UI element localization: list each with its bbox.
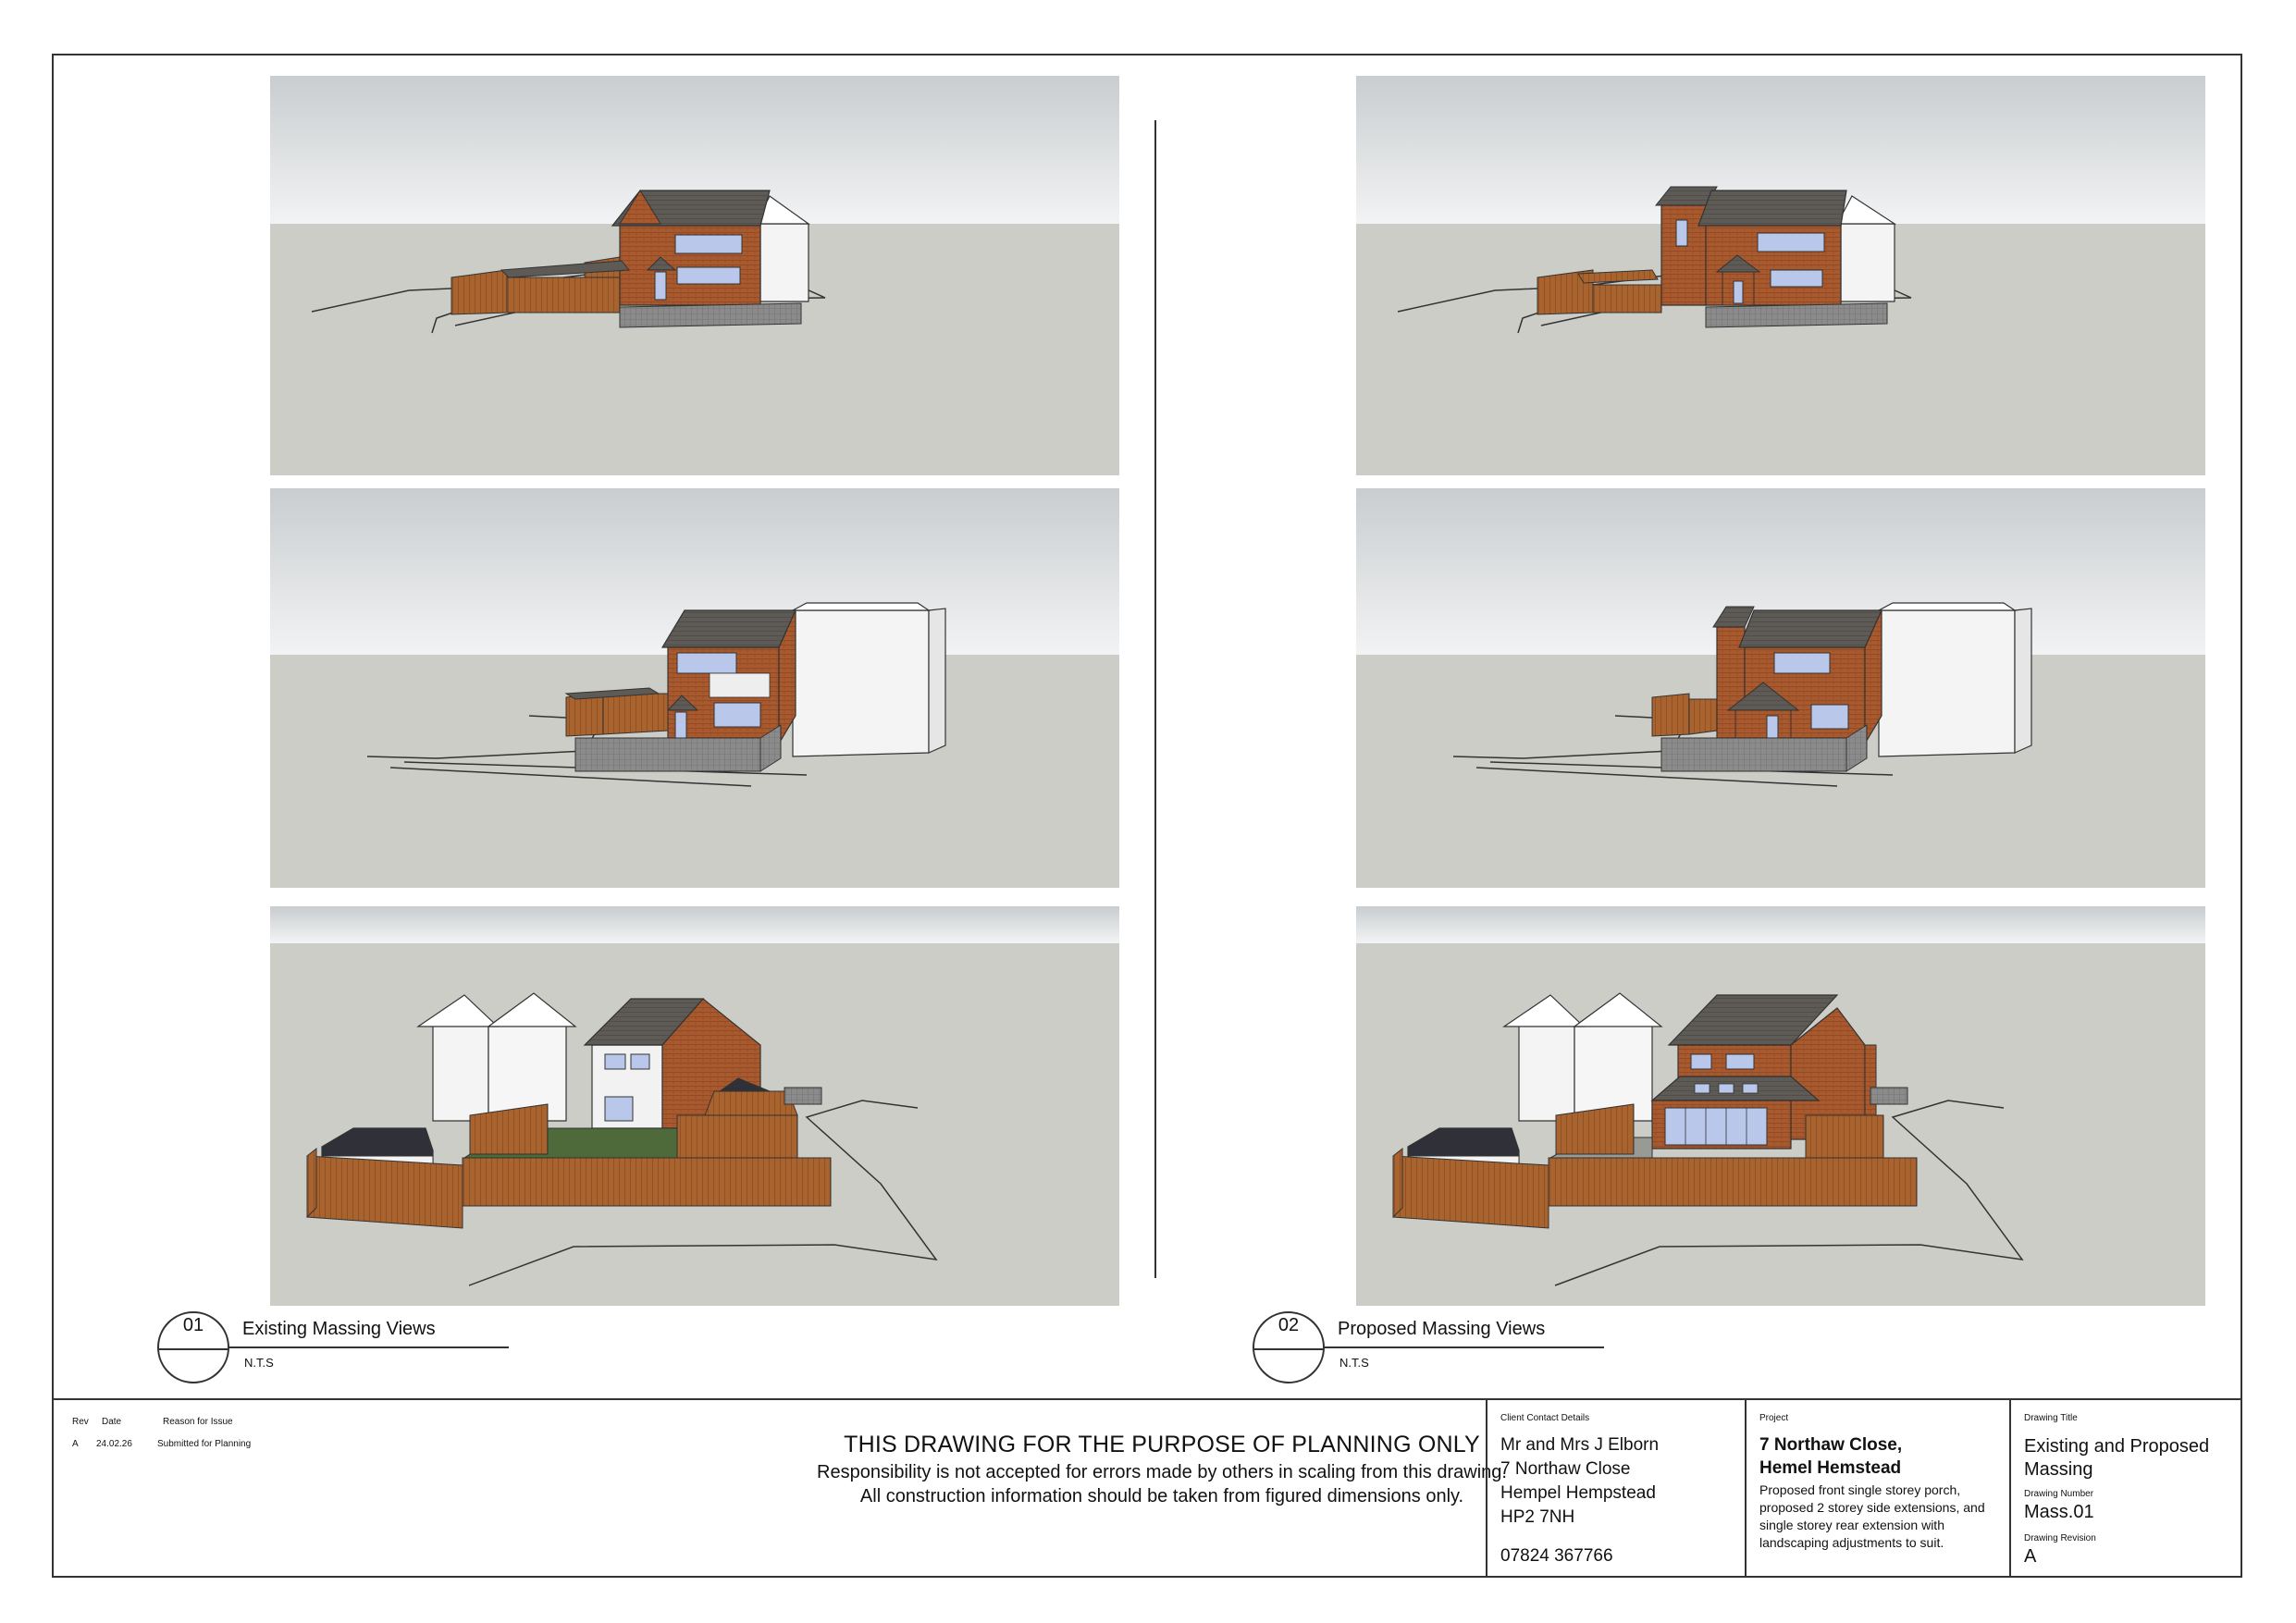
view-number: 01 [182, 1315, 204, 1335]
view-divider-line [1154, 120, 1156, 1278]
caption-underline [1325, 1346, 1604, 1348]
project-title-line1: 7 Northaw Close, [1759, 1435, 1903, 1455]
revision-date: 24.02.26 [96, 1439, 132, 1449]
view-number: 02 [1278, 1315, 1300, 1335]
reason-column-header: Reason for Issue [163, 1417, 233, 1427]
project-cell [1745, 1400, 2009, 1578]
proposed-oblique-view [1356, 488, 2205, 888]
view-scale: N.T.S [244, 1356, 274, 1370]
client-label: Client Contact Details [1500, 1413, 1590, 1423]
client-street: 7 Northaw Close [1500, 1459, 1631, 1479]
project-title-line2: Hemel Hemstead [1759, 1458, 1902, 1478]
client-address [1500, 1433, 1659, 1530]
project-description: Proposed front single storey porch, proposed 2 storey side extensions, and single storey rear extension with landscaping adjustments to suit. [1759, 1482, 1985, 1550]
existing-front-view [270, 76, 1119, 475]
drawing-revision-label: Drawing Revision [2024, 1533, 2096, 1543]
existing-oblique-view [270, 488, 1119, 888]
proposed-rear-view [1356, 906, 2205, 1306]
client-cell [1486, 1400, 1745, 1578]
planning-notice [810, 1432, 1513, 1508]
project-title [1759, 1433, 1902, 1480]
drawing-info-cell [2009, 1400, 2242, 1578]
drawing-title: Existing and Proposed Massing [2024, 1436, 2210, 1480]
existing-views-caption [157, 1311, 518, 1385]
notice-body: Responsibility is not accepted for errors made by others in scaling from this drawing. All construction information should be taken from figured dimensions only. [817, 1462, 1507, 1506]
date-column-header: Date [102, 1417, 122, 1427]
client-name: Mr and Mrs J Elborn [1500, 1435, 1660, 1455]
client-town: Hempel Hempstead [1500, 1483, 1656, 1503]
rev-column-header: Rev [72, 1417, 89, 1427]
drawing-number: Mass.01 [2024, 1502, 2094, 1522]
drawing-title-label: Drawing Title [2024, 1413, 2078, 1423]
caption-underline [229, 1346, 509, 1348]
drawing-number-label: Drawing Number [2024, 1489, 2094, 1499]
view-title: Proposed Massing Views [1338, 1319, 1546, 1339]
title-block [52, 1398, 2242, 1578]
proposed-front-view [1356, 76, 2205, 475]
existing-rear-view [270, 906, 1119, 1306]
proposed-views-caption [1253, 1311, 1613, 1385]
drawing-revision: A [2024, 1546, 2037, 1567]
client-phone: 07824 367766 [1500, 1546, 1613, 1566]
notice-title: THIS DRAWING FOR THE PURPOSE OF PLANNING ONLY [844, 1432, 1480, 1457]
project-label: Project [1759, 1413, 1789, 1423]
client-postcode: HP2 7NH [1500, 1507, 1575, 1527]
revision-reason: Submitted for Planning [157, 1439, 252, 1449]
view-title: Existing Massing Views [242, 1319, 436, 1339]
view-scale: N.T.S [1339, 1356, 1369, 1370]
revision-letter: A [72, 1439, 79, 1449]
